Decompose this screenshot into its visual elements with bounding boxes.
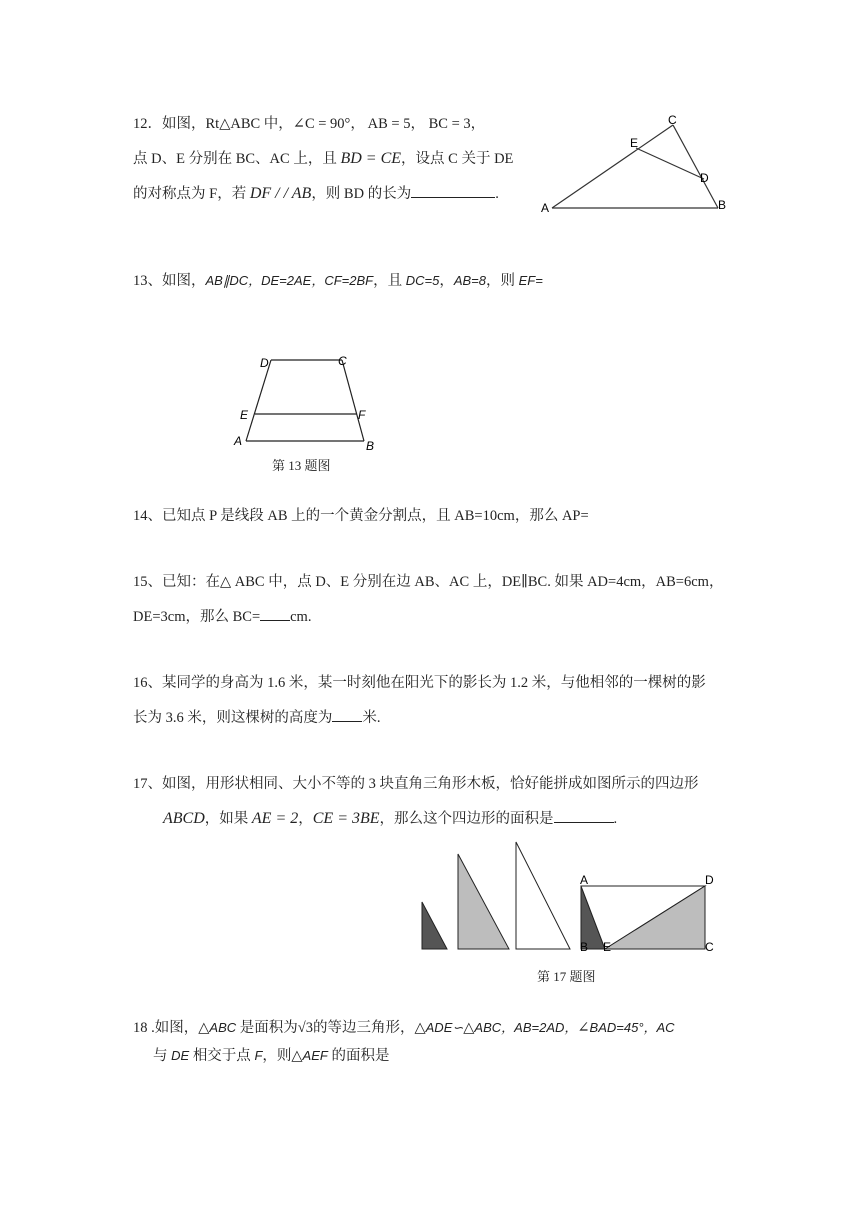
answer-blank — [332, 707, 362, 722]
q17-label-d: D — [705, 873, 714, 887]
q14-line: 14、已知点 P 是线段 AB 上的一个黄金分割点，且 AB=10cm，那么 AP= — [133, 508, 589, 524]
q12-label-d: D — [700, 171, 709, 185]
q12-line1: 12．如图，Rt△ABC 中，∠C = 90°， AB = 5， BC = 3， — [133, 116, 486, 132]
q17-label-e: E — [603, 940, 612, 954]
q17-caption: 第 17 题图 — [537, 969, 596, 984]
q13-label-a: A — [234, 434, 243, 448]
q12-line2: 点 D、E 分别在 BC、AC 上，且 BD = CE，设点 C 关于 DE — [133, 150, 514, 167]
q12-label-b: B — [718, 198, 727, 212]
q13-label-d: D — [260, 356, 269, 370]
q15-line1: 15、已知：在△ ABC 中，点 D、E 分别在边 AB、AC 上，DE∥BC. 如果 AD=4cm，AB=6cm， — [133, 574, 724, 590]
q17-triangles-figure — [415, 838, 725, 958]
q18-line2: 与 DE 相交于点 F，则△AEF 的面积是 — [153, 1048, 390, 1064]
q13-line1: 13、如图，AB∥DC，DE=2AE，CF=2BF，且 DC=5，AB=8，则 EF= — [133, 273, 543, 289]
q13-label-b: B — [366, 439, 375, 452]
q12-label-e: E — [630, 136, 639, 150]
q15-line2: DE=3cm，那么 BC= cm. — [133, 606, 311, 627]
large-triangle — [516, 842, 570, 949]
q17-line2: ABCD，如果 AE = 2，CE = 3BE，那么这个四边形的面积是 . — [163, 810, 618, 827]
q12-label-c: C — [668, 113, 677, 127]
q13-trapezoid-figure — [230, 350, 380, 452]
answer-blank — [411, 183, 495, 198]
small-triangle — [422, 902, 447, 949]
q17-line1: 17、如图，用形状相同、大小不等的 3 块直角三角形木板，恰好能拼成如图所示的四边形 — [133, 776, 699, 792]
q16-line2: 长为 3.6 米，则这棵树的高度为 米. — [133, 707, 381, 728]
q13-label-f: F — [358, 408, 366, 422]
q17-label-b: B — [580, 940, 589, 954]
answer-blank — [260, 606, 290, 621]
q17-label-a: A — [580, 873, 589, 887]
q13-label-e: E — [240, 408, 249, 422]
q16-line1: 16、某同学的身高为 1.6 米，某一时刻他在阳光下的影长为 1.2 米，与他相邻的一棵树的影 — [133, 675, 706, 691]
q13-label-c: C — [338, 354, 347, 368]
medium-triangle — [458, 854, 509, 949]
q17-label-c: C — [705, 940, 714, 954]
q18-line1: 18 .如图，△ABC 是面积为√3的等边三角形，△ADE∽△ABC，AB=2AD，∠BAD=45°，AC — [133, 1020, 675, 1036]
q13-caption: 第 13 题图 — [272, 458, 331, 473]
q12-label-a: A — [541, 201, 550, 215]
q12-triangle-figure — [536, 112, 736, 218]
answer-blank — [554, 808, 614, 823]
q12-line3: 的对称点为 F，若 DF / / AB，则 BD 的长为 . — [133, 185, 499, 202]
